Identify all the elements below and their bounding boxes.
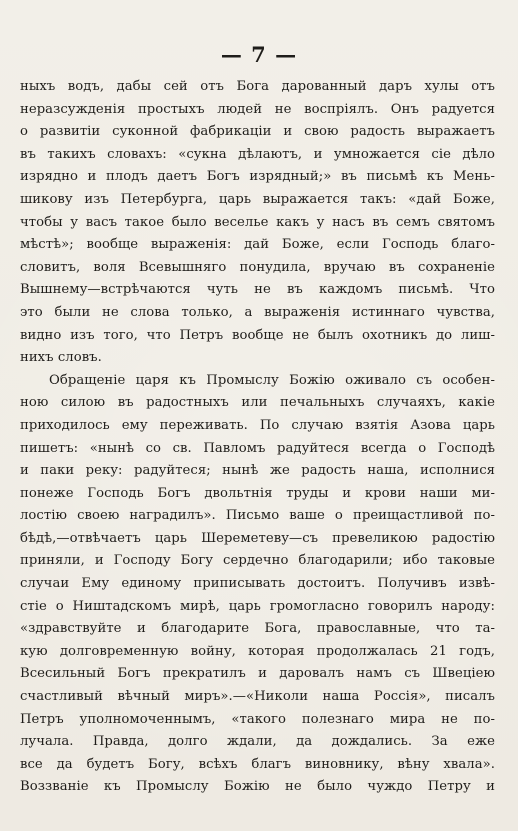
text-line: ною силою въ радостныхъ или печальныхъ случаяхъ, какіе [20, 395, 495, 411]
text-line: приходилось ему переживать. По случаю взятія Азова царь [20, 417, 495, 433]
text-line: понеже Господь Богъ двольтнія труды и крови наши ми- [20, 485, 495, 501]
text-line: неразсужденія простыхъ людей не воспріялъ. Онъ радуется [20, 101, 495, 117]
text-line: Петръ уполномоченнымъ, «такого полезнаго мира не по- [20, 711, 495, 727]
text-line: «здравствуйте и благодарите Бога, православные, что та- [20, 621, 495, 637]
text-line: счастливый вѣчный миръ».—«Николи наша Россія», писалъ [20, 689, 495, 705]
paragraph-1 [20, 76, 495, 370]
page-text-block [20, 76, 495, 799]
text-line: ныхъ водъ, дабы сей отъ Бога дарованный даръ хулы отъ [20, 79, 495, 94]
text-line: видно изъ того, что Петръ вообще не былъ охотникъ до лиш- [20, 327, 495, 343]
text-line: о развитіи суконной фабрикаціи и свою радость выражаетъ [20, 124, 495, 140]
text-line: Воззваніе къ Промыслу Божію не было чуждо Петру и [20, 779, 495, 795]
text-line: стіе о Ништадскомъ мирѣ, царь громогласно говорилъ народу: [20, 598, 495, 614]
text-line: мѣстѣ»; вообще выраженія: дай Боже, если Господь благо- [20, 237, 495, 253]
text-line: Всесильный Богъ прекратилъ и даровалъ намъ съ Швеціею [20, 666, 495, 682]
text-line: Вышнему—встрѣчаются чуть не въ каждомъ письмѣ. Что [20, 282, 495, 298]
text-line: въ такихъ словахъ: «сукна дѣлаютъ, и умножается сіе дѣло [20, 146, 495, 162]
text-line: нихъ словъ. [20, 350, 102, 366]
text-line: лучала. Правда, долго ждали, да дождались. За еже [20, 734, 495, 750]
text-line: все да будетъ Богу, всѣхъ благъ виновнику, вѣну хвала». [20, 756, 495, 772]
text-line: это были не слова только, а выраженія истиннаго чувства, [20, 304, 495, 320]
text-line: Обращеніе царя къ Промыслу Божію оживало съ особен- [49, 372, 495, 388]
page-number: — 7 — [220, 42, 298, 67]
text-line: изрядно и плодъ даетъ Богъ изрядный;» въ письмѣ къ Мень- [20, 169, 495, 185]
text-line: бѣдѣ,—отвѣчаетъ царь Шереметеву—съ превеликою радостію [20, 530, 495, 546]
text-line: чтобы у васъ такое было веселье какъ у насъ въ семъ святомъ [20, 214, 495, 230]
text-line: кую долговременную войну, которая продолжалась 21 годъ, [20, 643, 495, 659]
text-line: приняли, и Господу Богу сердечно благодарили; ибо таковые [20, 553, 495, 569]
text-line: словитъ, воля Всевышняго понудила, вручаю въ сохраненіе [20, 259, 495, 275]
paragraph-2 [20, 370, 495, 799]
text-line: пишетъ: «нынѣ со св. Павломъ радуйтеся всегда о Господѣ [20, 440, 495, 456]
text-line: шикову изъ Петербурга, царь выражается такъ: «дай Боже, [20, 191, 495, 207]
text-line: и паки реку: радуйтеся; нынѣ же радость наша, исполнися [20, 463, 495, 479]
text-line: случаи Ему единому приписывать достоитъ. Получивъ извѣ- [20, 576, 495, 592]
text-line: лостію своею наградилъ». Письмо ваше о преищастливой по- [20, 508, 495, 524]
